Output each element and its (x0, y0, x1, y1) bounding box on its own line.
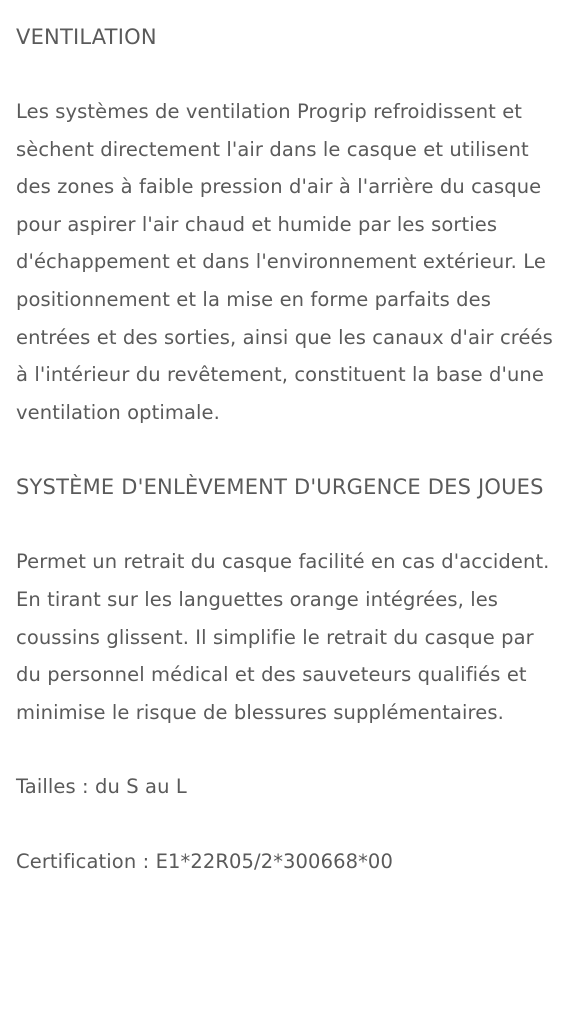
spacer (16, 731, 556, 768)
emergency-release-text: Permet un retrait du casque facilité en cas d'accident. En tirant sur les languettes orange intégrées, les coussins glissent. Il simplifie le retrait du casque par du personnel médical et des sauveteurs qualifiés et minimise le risque de blessures supplémentaires. (16, 550, 550, 724)
spacer (16, 506, 556, 543)
ventilation-heading: VENTILATION (16, 25, 157, 49)
spacer (16, 431, 556, 468)
certification-text: Certification : E1*22R05/2*300668*00 (16, 849, 393, 873)
spacer (16, 56, 556, 93)
sizes-text: Tailles : du S au L (16, 775, 187, 799)
ventilation-text: Les systèmes de ventilation Progrip refroidissent et sèchent directement l'air dans le casque et utilisent des zones à faible pression d'air à l'arrière du casque pour aspirer l'air chaud et humide par les sorties d'échappement et dans l'environnement extérieur. Le positionnement et la mise en forme parfaits des entrées et des sorties, ainsi que les canaux d'air créés à l'intérieur du revêtement, constituent la base d'une ventilation optimale. (16, 100, 553, 424)
emergency-release-heading: SYSTÈME D'ENLÈVEMENT D'URGENCE DES JOUES (16, 475, 544, 500)
spacer (16, 806, 556, 843)
